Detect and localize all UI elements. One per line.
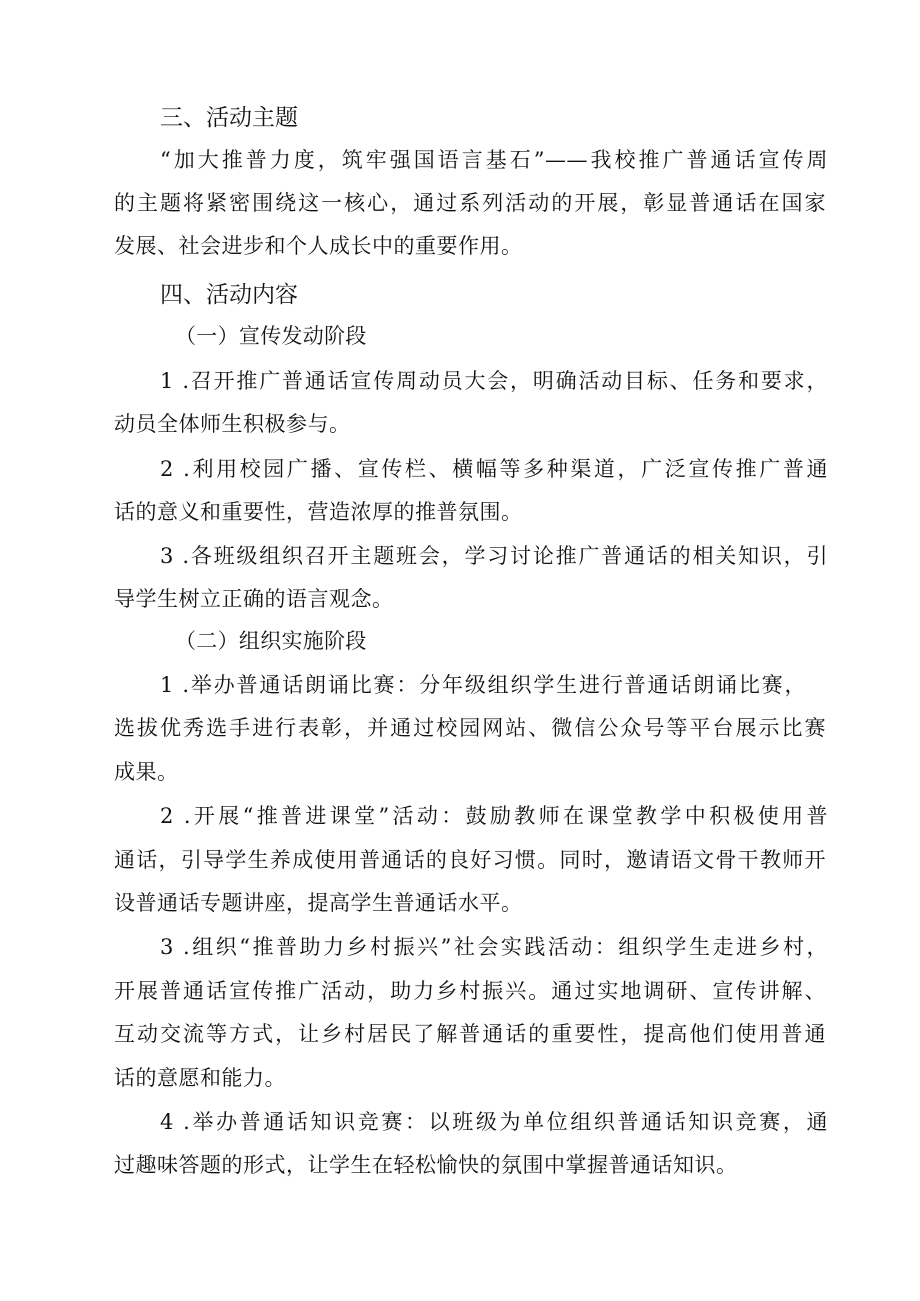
paragraph-line: 的主题将紧密围绕这一核心，通过系列活动的开展，彰显普通话在国家 <box>114 191 826 215</box>
list-item-line: 2 .利用校园广播、宣传栏、横幅等多种渠道，广泛宣传推广普通 <box>160 457 828 481</box>
list-item-line: 2 .开展“推普进课堂”活动：鼓励教师在课堂教学中积极使用普 <box>160 804 828 828</box>
section-heading-content: 四、活动内容 <box>160 282 298 308</box>
list-item-line: 3 .组织“推普助力乡村振兴”社会实践活动：组织学生走进乡村， <box>160 935 828 959</box>
list-item-line: 动员全体师生积极参与。 <box>114 412 351 436</box>
list-item-line: 导学生树立正确的语言观念。 <box>114 587 394 611</box>
list-item-line: 1 .召开推广普通话宣传周动员大会，明确活动目标、任务和要求， <box>160 369 828 393</box>
list-item-line: 开展普通话宣传推广活动，助力乡村振兴。通过实地调研、宣传讲解、 <box>114 979 826 1003</box>
list-item-line: 话的意愿和能力。 <box>114 1066 286 1090</box>
list-item-line: 1 .举办普通话朗诵比赛：分年级组织学生进行普通话朗诵比赛， <box>160 673 806 697</box>
list-item-line: 话的意义和重要性，营造浓厚的推普氛围。 <box>114 500 523 524</box>
list-item-line: 过趣味答题的形式，让学生在轻松愉快的氛围中掌握普通话知识。 <box>114 1153 738 1177</box>
list-item-line: 互动交流等方式，让乡村居民了解普通话的重要性，提高他们使用普通 <box>114 1022 826 1046</box>
list-item-line: 3 .各班级组织召开主题班会，学习讨论推广普通话的相关知识，引 <box>160 544 828 568</box>
section-heading-theme: 三、活动主题 <box>160 105 298 131</box>
list-item-line: 4 .举办普通话知识竞赛：以班级为单位组织普通话知识竞赛，通 <box>160 1110 828 1134</box>
list-item-line: 成果。 <box>114 760 179 784</box>
paragraph-line: 发展、社会进步和个人成长中的重要作用。 <box>114 234 523 258</box>
paragraph-line: “加大推普力度，筑牢强国语言基石”——我校推广普通话宣传周 <box>160 148 828 172</box>
list-item-line: 通话，引导学生养成使用普通话的良好习惯。同时，邀请语文骨干教师开 <box>114 848 826 872</box>
subsection-title-publicity: （一）宣传发动阶段 <box>175 324 367 348</box>
list-item-line: 选拔优秀选手进行表彰，并通过校园网站、微信公众号等平台展示比赛 <box>114 716 826 740</box>
subsection-title-implementation: （二）组织实施阶段 <box>175 629 367 653</box>
list-item-line: 设普通话专题讲座，提高学生普通话水平。 <box>114 891 523 915</box>
